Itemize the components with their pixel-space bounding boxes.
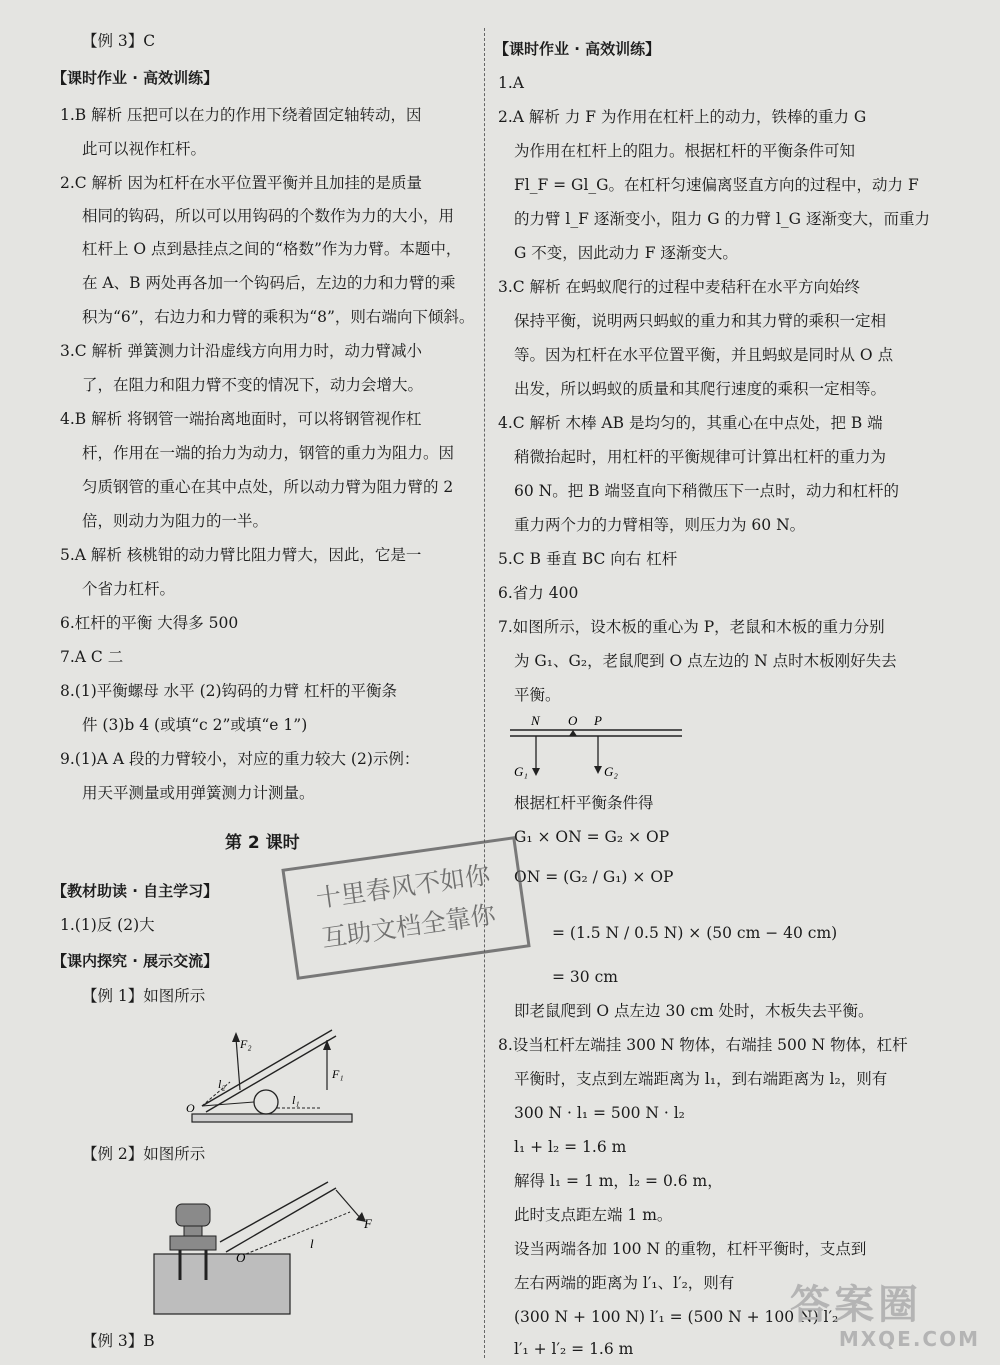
right-text-line: = 30 cm [552,968,618,986]
right-text-line: 稍微抬起时，用杠杆的平衡规律可计算出杠杆的重力为 [514,448,887,466]
right-text-line: 出发，所以蚂蚁的质量和其爬行速度的乘积一定相等。 [514,380,887,398]
right-text-line: 等。因为杠杆在水平位置平衡，并且蚂蚁是同时从 O 点 [514,346,894,364]
right-text-line: 7.如图所示，设木板的重心为 P，老鼠和木板的重力分别 [498,618,885,636]
ex1-label-f1: F₁ [332,1067,344,1081]
right-text-line: G₁ × ON = G₂ × OP [514,828,670,846]
right-text-line: 保持平衡，说明两只蚂蚁的重力和其力臂的乘积一定相 [514,312,887,330]
left-text-line: 3.C 解析 弹簧测力计沿虚线方向用力时，动力臂减小 [60,342,423,360]
right-text-line: (300 N + 100 N) l′₁ = (500 N + 100 N) l′₂ [514,1308,839,1326]
left-text-line: 此可以视作杠杆。 [82,140,207,158]
lever-diagram-figure [506,712,686,782]
left-text-line: 5.A 解析 核桃钳的动力臂比阻力臂大，因此，它是一 [60,546,422,564]
left-text-line: 【教材助读 · 自主学习】 [52,882,219,900]
left-text-line: 【例 3】C [82,32,156,50]
rubber-stamp [281,836,530,980]
left-text-line: 2.C 解析 因为杠杆在水平位置平衡并且加挂的是质量 [60,174,423,192]
ex2-label-o: O [236,1250,246,1265]
ex2-label-l: l [310,1236,314,1251]
right-text-line: 解得 l₁ = 1 m，l₂ = 0.6 m， [514,1172,723,1190]
right-text-line: 60 N。把 B 端竖直向下稍微压下一点时，动力和杠杆的 [514,482,899,500]
left-text-line: 7.A C 二 [60,648,124,666]
right-text-line: 即老鼠爬到 O 点左边 30 cm 处时，木板失去平衡。 [514,1002,874,1020]
lever-label-o: O [568,713,578,728]
right-text-line: 左右两端的距离为 l′₁、l′₂，则有 [514,1274,735,1292]
right-text-line: 为作用在杠杆上的阻力。根据杠杆的平衡条件可知 [514,142,856,160]
left-text-line: 在 A、B 两处再各加一个钩码后，左边的力和力臂的乘 [82,274,456,292]
right-text-line: l′₁ + l′₂ = 1.6 m [514,1340,634,1358]
ex1-label-f2: F₂ [240,1037,252,1051]
stamp-line-2: 互助文档全靠你 [319,899,498,953]
left-text-line: 【课内探究 · 展示交流】 [52,952,219,970]
left-text-line: 匀质钢管的重心在其中点处，所以动力臂为阻力臂的 2 [82,478,454,496]
left-text-line: 6.杠杆的平衡 大得多 500 [60,614,239,632]
ex1-label-l1: l₁ [292,1093,300,1107]
right-text-line: 1.A [498,74,524,92]
left-text-line: 【课时作业 · 高效训练】 [52,69,219,87]
stamp-line-1: 十里春风不如你 [314,860,492,914]
lever-label-p: P [594,713,602,728]
left-text-line: 【例 1】如图所示 [82,987,206,1005]
right-text-line: 的力臂 l_F 逐渐变小，阻力 G 的力臂 l_G 逐渐变大，而重力 [514,210,930,228]
right-text-line: 300 N · l₁ = 500 N · l₂ [514,1104,685,1122]
left-text-line: 4.B 解析 将钢管一端抬离地面时，可以将钢管视作杠 [60,410,422,428]
left-text-line: 【例 2】如图所示 [82,1145,206,1163]
right-text-line: 5.C B 垂直 BC 向右 杠杆 [498,550,678,568]
right-text-line: 4.C 解析 木棒 AB 是均匀的，其重心在中点处，把 B 端 [498,414,883,432]
left-text-line: 用天平测量或用弹簧测力计测量。 [82,784,315,802]
left-text-line: 第 2 课时 [225,833,300,853]
left-text-line: 8.(1)平衡螺母 水平 (2)钩码的力臂 杠杆的平衡条 [60,682,397,700]
left-text-line: 1.B 解析 压把可以在力的作用下绕着固定轴转动，因 [60,106,422,124]
lever-label-n: N [531,713,540,728]
right-text-line: 重力两个力的力臂相等，则压力为 60 N。 [514,516,806,534]
right-text-line: 此时支点距左端 1 m。 [514,1206,673,1224]
left-text-line: 1.(1)反 (2)大 [60,916,155,934]
right-text-line: 2.A 解析 力 F 为作用在杠杆上的动力，铁棒的重力 G [498,108,867,126]
right-text-line: ON = (G₂ / G₁) × OP [514,868,674,886]
watermark-title: 答案圈 [790,1282,922,1328]
left-text-line: 件 (3)b 4 (或填“c 2”或填“e 1”) [82,716,308,734]
left-text-line: 杆，作用在一端的抬力为动力，钢管的重力为阻力。因 [82,444,455,462]
left-text-line: 相同的钩码，所以可以用钩码的个数作为力的大小，用 [82,207,455,225]
left-text-line: 杠杆上 O 点到悬挂点之间的“格数”作为力臂。本题中， [82,240,462,258]
lever-label-g2: G₂ [604,764,618,779]
right-text-line: 3.C 解析 在蚂蚁爬行的过程中麦秸秆在水平方向始终 [498,278,861,296]
right-text-line: 平衡。 [514,686,561,704]
right-text-line: 根据杠杆平衡条件得 [514,794,654,812]
right-text-line: 平衡时，支点到左端距离为 l₁，到右端距离为 l₂，则有 [514,1070,888,1088]
ex1-label-l2: l₂ [218,1077,226,1091]
ex2-label-f: F [364,1216,372,1231]
right-text-line: 6.省力 400 [498,584,579,602]
left-text-line: 【例 3】B [82,1332,155,1350]
left-text-line: 9.(1)A A 段的力臂较小，对应的重力较大 (2)示例： [60,750,420,768]
right-text-line: 8.设当杠杆左端挂 300 N 物体，右端挂 500 N 物体，杠杆 [498,1036,908,1054]
ex1-label-o: O [186,1101,195,1115]
right-text-line: 【课时作业 · 高效训练】 [494,40,661,58]
right-text-line: 为 G₁、G₂，老鼠爬到 O 点左边的 N 点时木板刚好失去 [514,652,897,670]
left-text-line: 倍，则动力为阻力的一半。 [82,512,269,530]
example2-crowbar-figure [150,1176,390,1326]
left-text-line: 积为“6”，右边力和力臂的乘积为“8”，则右端向下倾斜。 [82,308,475,326]
column-divider [484,28,485,1358]
right-text-line: Fl_F = Gl_G。在杠杆匀速偏离竖直方向的过程中，动力 F [514,176,919,194]
right-text-line: = (1.5 N / 0.5 N) × (50 cm − 40 cm) [552,924,838,942]
watermark-url: MXQE.COM [838,1327,980,1351]
right-text-line: l₁ + l₂ = 1.6 m [514,1138,627,1156]
example1-lever-figure [182,1020,362,1138]
left-text-line: 个省力杠杆。 [82,580,176,598]
watermark-logo [790,1282,990,1354]
right-text-line: G 不变，因此动力 F 逐渐变大。 [514,244,738,262]
lever-label-g1: G₁ [514,764,528,779]
left-text-line: 了，在阻力和阻力臂不变的情况下，动力会增大。 [82,376,424,394]
right-text-line: 设当两端各加 100 N 的重物，杠杆平衡时，支点到 [514,1240,867,1258]
